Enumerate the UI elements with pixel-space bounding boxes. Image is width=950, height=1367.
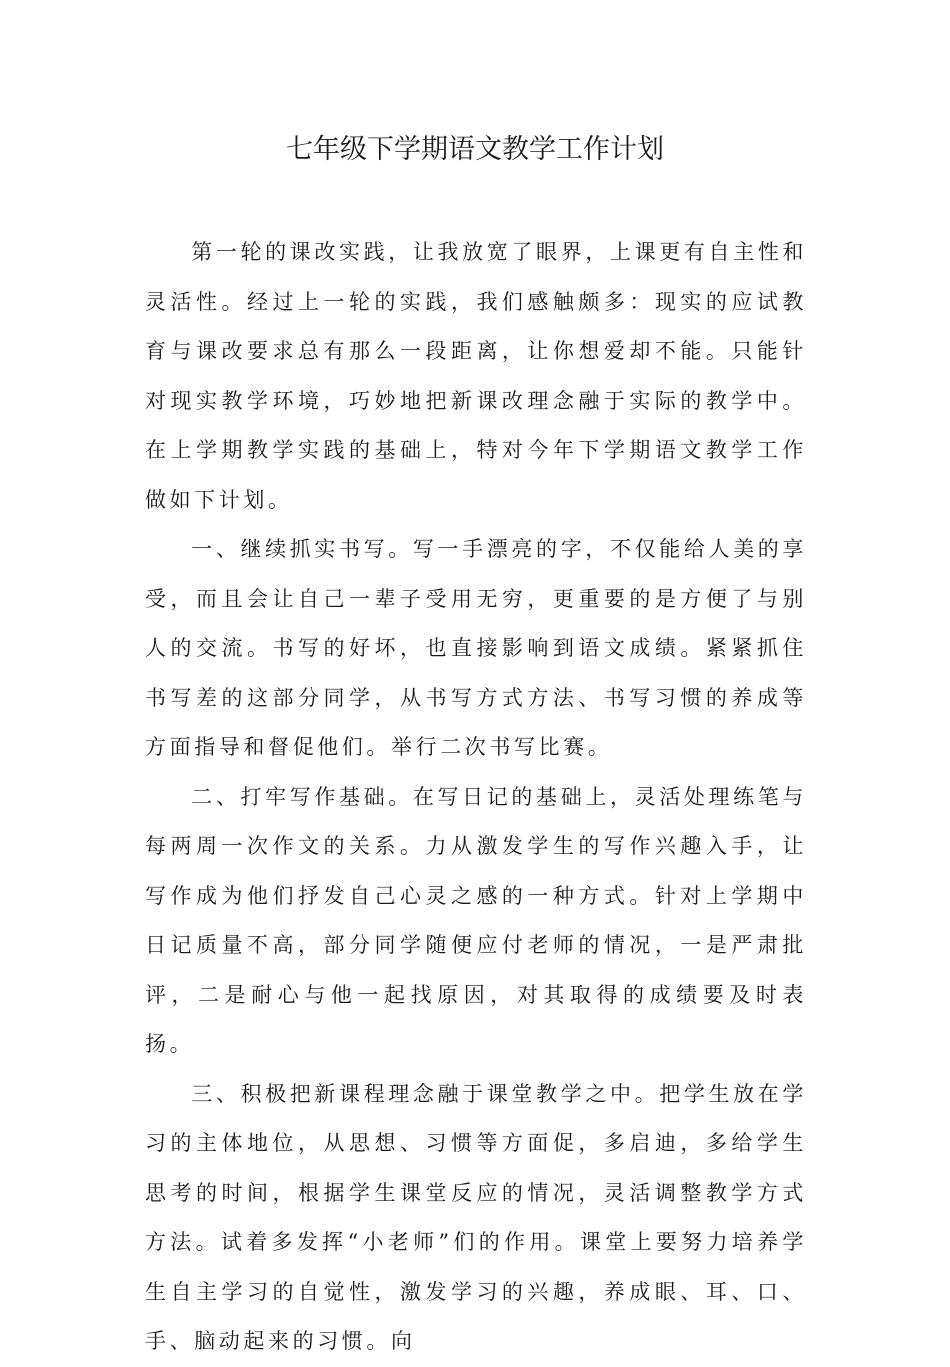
document-title: 七年级下学期语文教学工作计划 [286,134,664,165]
document-body [145,228,807,1367]
paragraph-classroom: 三、积极把新课程理念融于课堂教学之中。把学生放在学习的主体地位，从思想、习惯等方面促，多启迪，多给学生思考的时间，根据学生课堂反应的情况，灵活调整教学方式方法。试着多发挥“小老师”们的作用。课堂上要努力培养学生自主学习的自觉性，激发学习的兴趣，养成眼、耳、口、手、脑动起来的习惯。向 [145,1081,807,1353]
paragraph-writing: 二、打牢写作基础。在写日记的基础上，灵活处理练笔与每两周一次作文的关系。力从激发学生的写作兴趣入手，让写作成为他们抒发自己心灵之感的一种方式。针对上学期中日记质量不高，部分同学随便应付老师的情况，一是严肃批评，二是耐心与他一起找原因，对其取得的成绩要及时表扬。 [145,784,807,1056]
paragraph-handwriting: 一、继续抓实书写。写一手漂亮的字，不仅能给人美的享受，而且会让自己一辈子受用无穷，更重要的是方便了与别人的交流。书写的好坏，也直接影响到语文成绩。紧紧抓住书写差的这部分同学，从书写方式方法、书写习惯的养成等方面指导和督促他们。举行二次书写比赛。 [145,537,807,759]
paragraph-intro: 第一轮的课改实践，让我放宽了眼界，上课更有自主性和灵活性。经过上一轮的实践，我们感触颇多：现实的应试教育与课改要求总有那么一段距离，让你想爱却不能。只能针对现实教学环境，巧妙地把新课改理念融于实际的教学中。在上学期教学实践的基础上，特对今年下学期语文教学工作做如下计划。 [145,240,807,512]
